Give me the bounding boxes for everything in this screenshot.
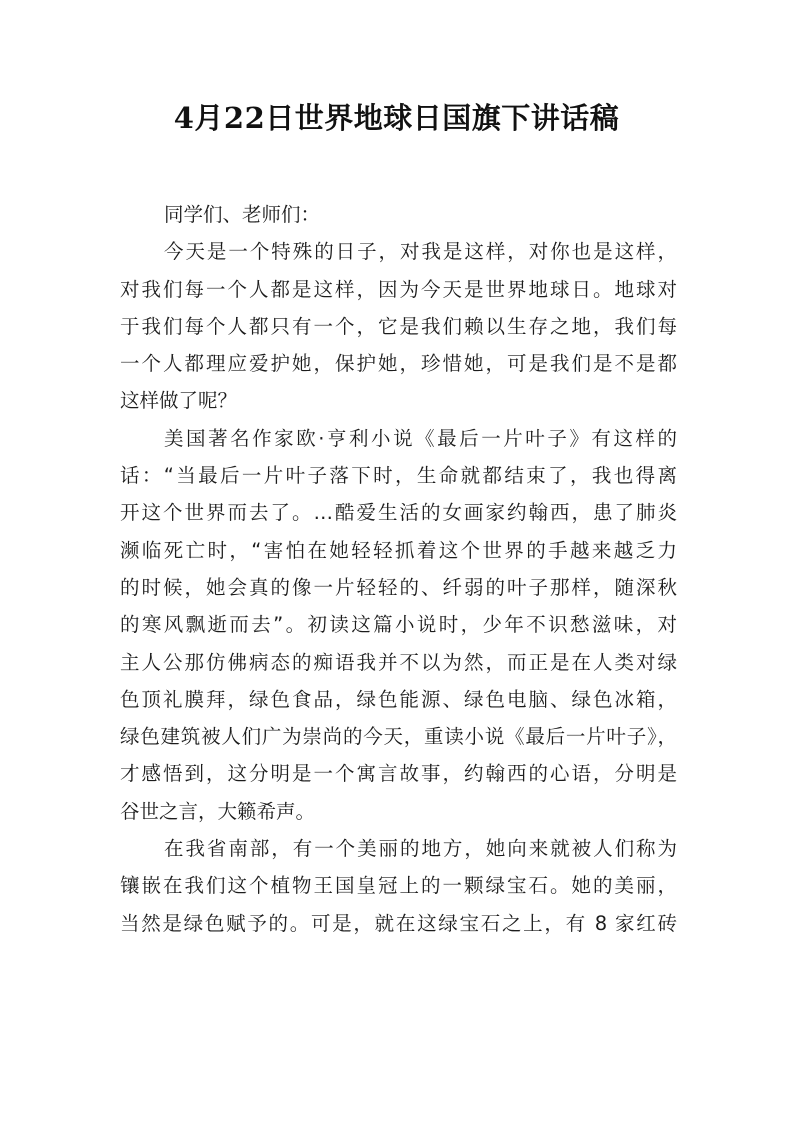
text-line: 于我们每个人都只有一个，它是我们赖以生存之地，我们每 [120,314,677,338]
text-line: 濒临死亡时，“害怕在她轻轻抓着这个世界的手越来越乏力 [120,538,677,562]
text-line: 一个人都理应爱护她，保护她，珍惜她，可是我们是不是都 [120,352,677,376]
text-line: 话：“当最后一片叶子落下时，生命就都结束了，我也得离 [120,464,677,488]
text-line: 才感悟到，这分明是一个寓言故事，约翰西的心语，分明是 [120,762,677,786]
text-line: 镶嵌在我们这个植物王国皇冠上的一颗绿宝石。她的美丽， [120,874,677,898]
document-title: 4月22日世界地球日国旗下讲话稿 [173,101,620,135]
text-line: 今天是一个特殊的日子，对我是这样，对你也是这样， [164,240,677,264]
text-line: 同学们、老师们： [164,203,321,226]
text-line: 开这个世界而去了。…酷爱生活的女画家约翰西，患了肺炎 [120,501,677,525]
text-line: 色顶礼膜拜，绿色食品，绿色能源、绿色电脑、绿色冰箱， [120,687,677,711]
text-line: 这样做了呢？ [120,389,238,413]
text-line: 当然是绿色赋予的。可是，就在这绿宝石之上，有 8 家红砖 [120,911,677,935]
document-body [120,196,677,942]
text-line: 对我们每一个人都是这样，因为今天是世界地球日。地球对 [120,277,677,301]
text-line: 的时候，她会真的像一片轻轻的、纤弱的叶子那样，随深秋 [120,575,677,599]
text-line: 谷世之言，大籁希声。 [120,799,316,823]
text-line: 主人公那仿佛病态的痴语我并不以为然，而正是在人类对绿 [120,650,677,674]
text-line: 美国著名作家欧·亨利小说《最后一片叶子》有这样的 [164,426,677,450]
text-line: 在我省南部，有一个美丽的地方，她向来就被人们称为 [164,837,677,861]
text-line: 绿色建筑被人们广为崇尚的今天，重读小说《最后一片叶子》， [120,725,677,749]
text-line: 的寒风飘逝而去”。初读这篇小说时，少年不识愁滋味，对 [120,613,677,637]
